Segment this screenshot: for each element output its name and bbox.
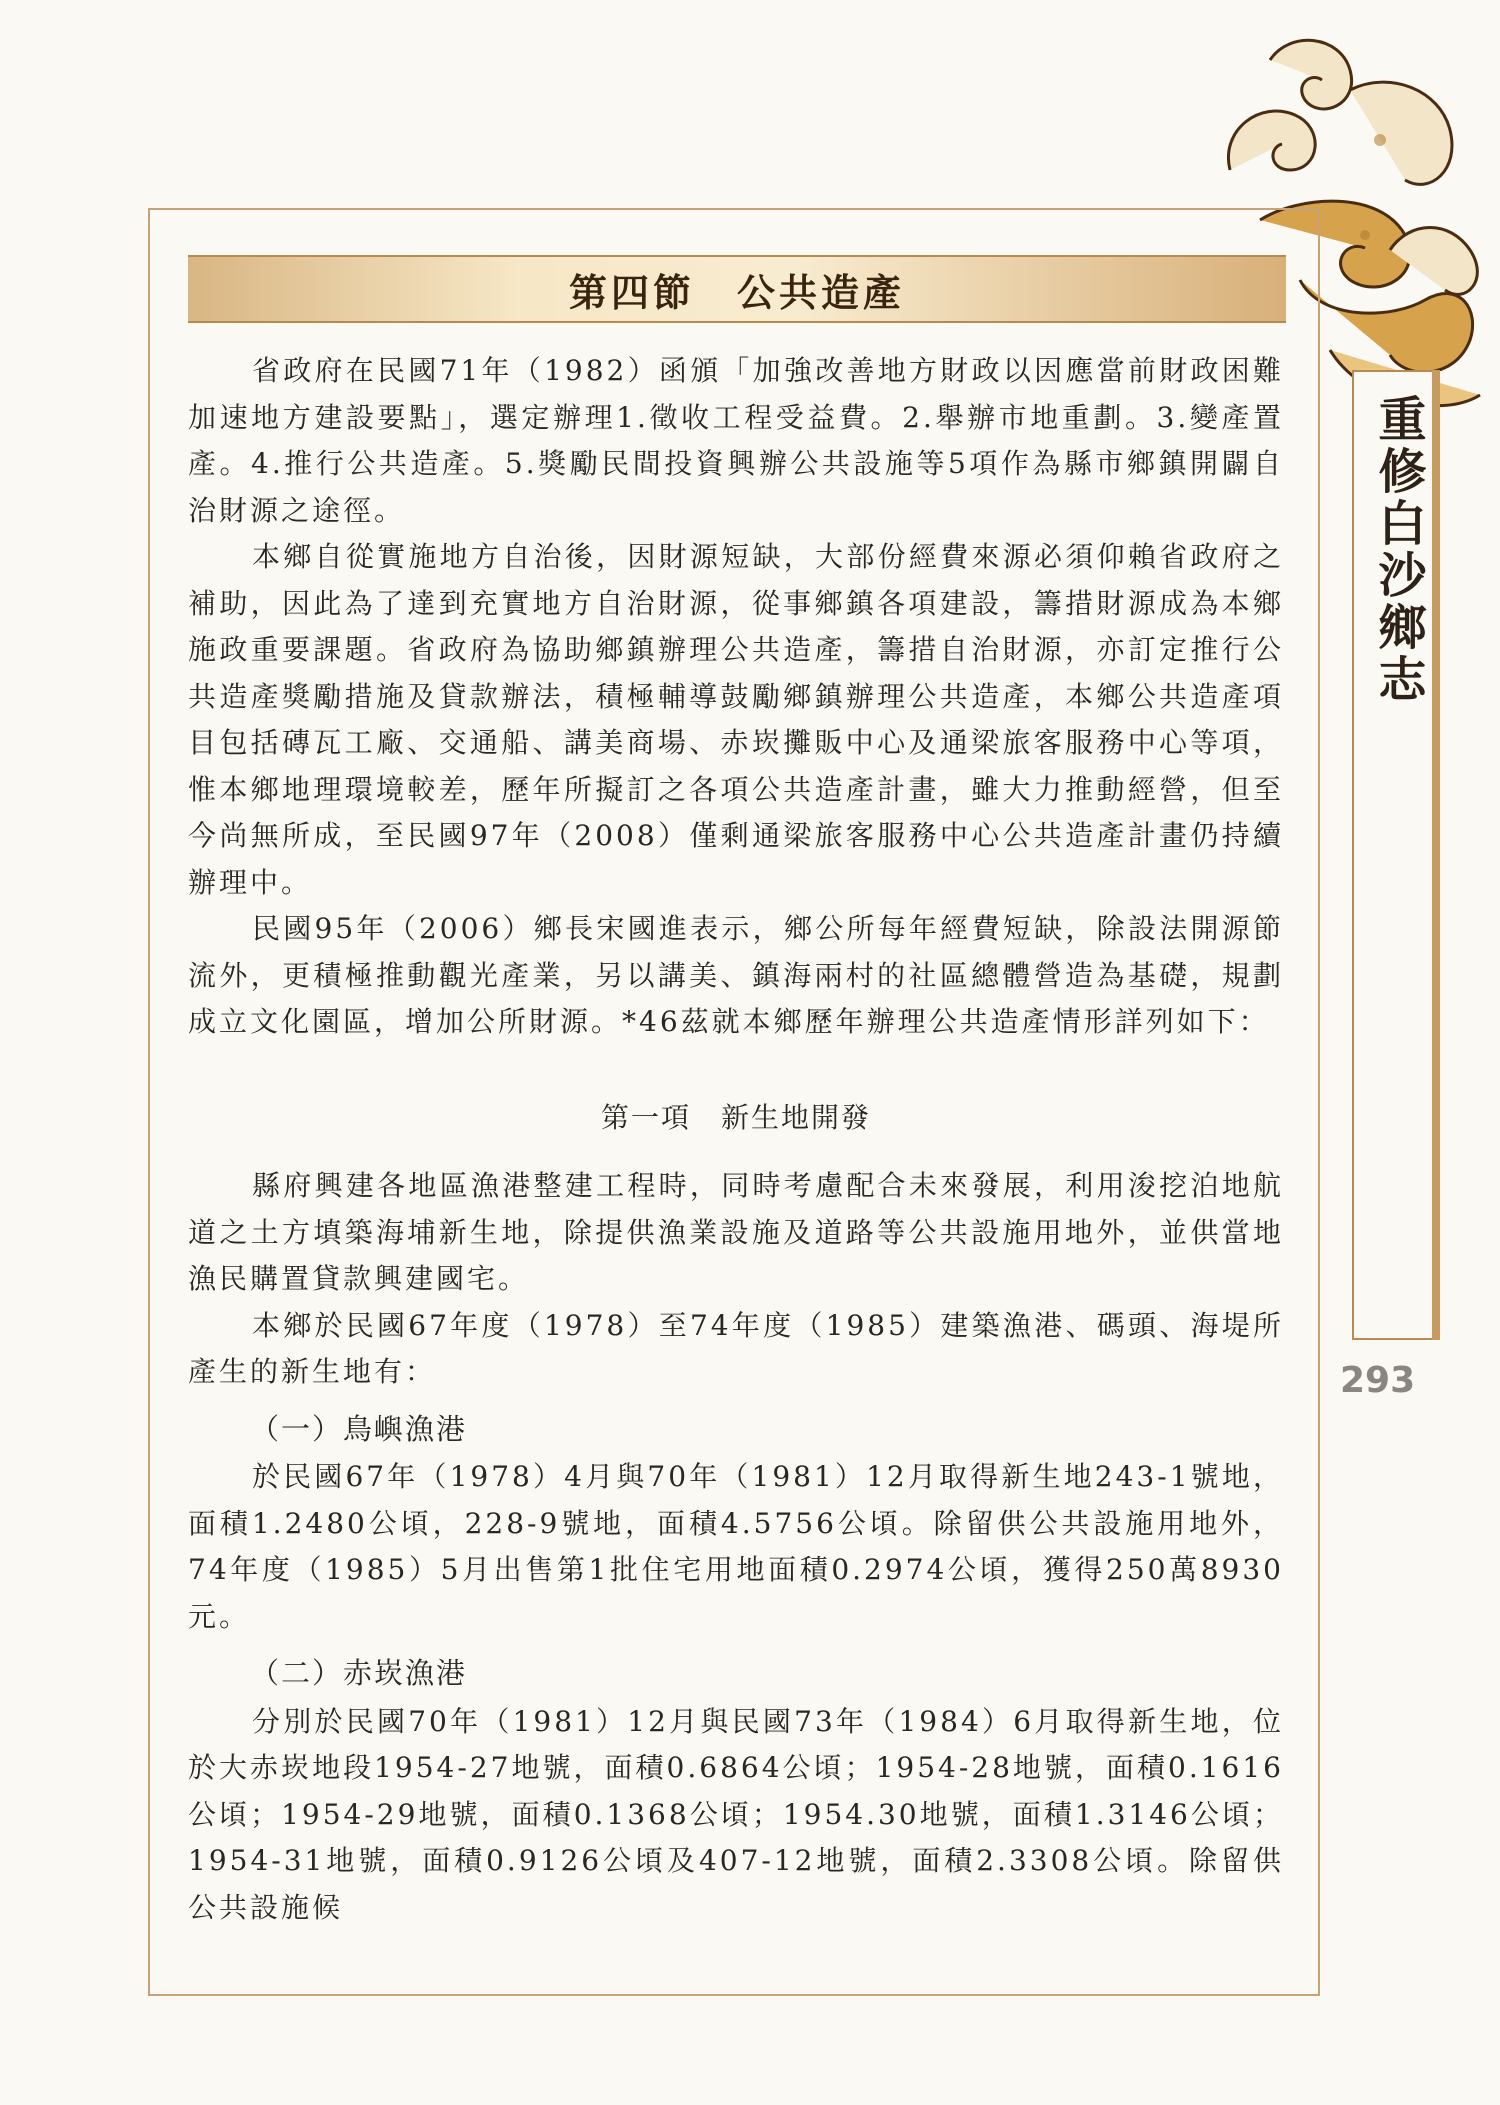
book-title: 重修白沙鄉志 <box>1370 394 1426 706</box>
item-heading: （一）鳥嶼漁港 <box>250 1411 468 1446</box>
paragraph: 省政府在民國71年（1982）函頒「加強改善地方財政以因應當前財政困難加速地方建設要點」，選定辦理1.徵收工程受益費。2.舉辦市地重劃。3.變產置產。4.推行公共造產。5.獎勵民間投資興辦公共設施等5項作為縣市鄉鎮開闢自治財源之途徑。 <box>188 354 1284 527</box>
paragraph: 本鄉自從實施地方自治後，因財源短缺，大部份經費來源必須仰賴省政府之補助，因此為了達到充實地方自治財源，從事鄉鎮各項建設，籌措財源成為本鄉施政重要課題。省政府為協助鄉鎮辦理公共造產，籌措自治財源，亦訂定推行公共造產獎勵措施及貸款辦法，積極輔導鼓勵鄉鎮辦理公共造產，本鄉公共造產項目包括磚瓦工廠、交通船、講美商場、赤崁攤販中心及通梁旅客服務中心等項，惟本鄉地理環境較差，歷年所擬訂之各項公共造產計畫，雖大力推動經營，但至今尚無所成，至民國97年（2008）僅剩通梁旅客服務中心公共造產計畫仍持續辦理中。 <box>188 540 1284 899</box>
page-number: 293 <box>1340 1360 1416 1401</box>
paragraph: 於民國67年（1978）4月與70年（1981）12月取得新生地243-1號地，面積1.2480公頃，228-9號地，面積4.5756公頃。除留供公共設施用地外，74年度（1985）5月出售第1批住宅用地面積0.2974公頃，獲得250萬8930元。 <box>188 1460 1284 1633</box>
section-banner <box>188 255 1286 323</box>
paragraph: 本鄉於民國67年度（1978）至74年度（1985）建築漁港、碼頭、海堤所產生的新生地有： <box>188 1308 1284 1388</box>
book-title-tab <box>1352 370 1432 1340</box>
subsection-title: 第一項 新生地開發 <box>600 1100 871 1134</box>
section-title: 第四節 公共造產 <box>568 269 905 315</box>
body-text <box>188 348 1284 1931</box>
item-heading: （二）赤崁漁港 <box>250 1656 468 1690</box>
paragraph: 縣府興建各地區漁港整建工程時，同時考慮配合未來發展，利用浚挖泊地航道之土方填築海埔新生地，除提供漁業設施及道路等公共設施用地外，並供當地漁民購置貸款興建國宅。 <box>188 1169 1284 1295</box>
paragraph: 民國95年（2006）鄉長宋國進表示，鄉公所每年經費短缺，除設法開源節流外，更積極推動觀光產業，另以講美、鎮海兩村的社區總體營造為基礎，規劃成立文化園區，增加公所財源。*46茲就本鄉歷年辦理公共造產情形詳列如下： <box>188 912 1284 1038</box>
paragraph: 分別於民國70年（1981）12月與民國73年（1984）6月取得新生地，位於大赤崁地段1954-27地號，面積0.6864公頃；1954-28地號，面積0.1616公頃；1954-29地號，面積0.1368公頃；1954.30地號，面積1.3146公頃；1954-31地號，面積0.9126公頃及407-12地號，面積2.3308公頃。除留供公共設施候 <box>188 1704 1284 1924</box>
